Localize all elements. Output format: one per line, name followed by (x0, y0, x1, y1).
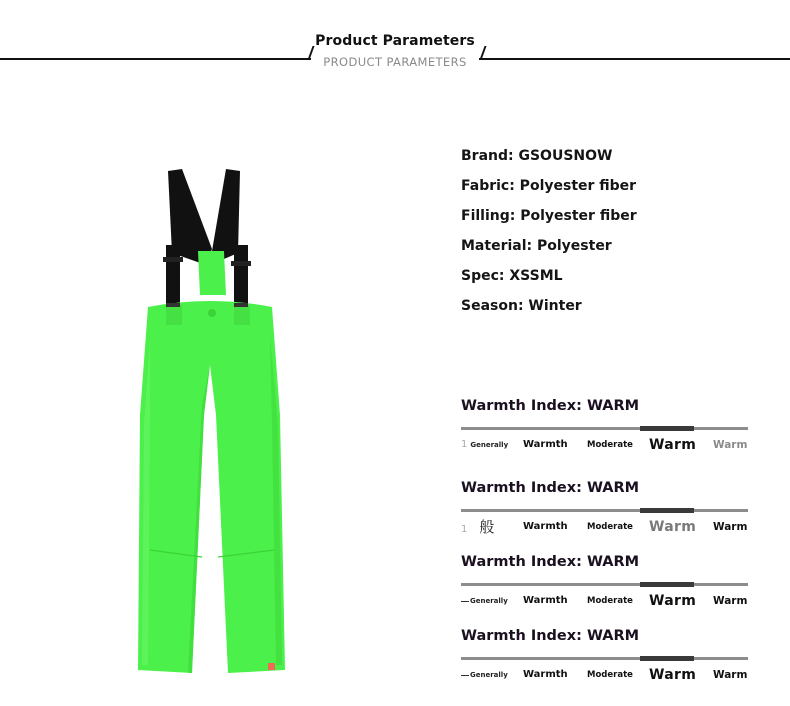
warmth-title: Warmth Index: WARM (461, 554, 640, 570)
warmth-label-generally: Generally (461, 591, 508, 611)
warmth-label-warmth: Warmth (523, 595, 568, 606)
warmth-scale-bar (461, 509, 748, 512)
spec-season: Season: Winter (461, 298, 582, 314)
spec-filling: Filling: Polyester fiber (461, 208, 637, 224)
warmth-label-moderate: Moderate (587, 670, 633, 680)
dash-icon (461, 675, 469, 676)
warmth-index-block (461, 552, 749, 611)
warmth-label-moderate: Moderate (587, 440, 633, 450)
warmth-label-warmth: Warmth (523, 439, 568, 450)
spec-size: Spec: XSSML (461, 268, 563, 284)
product-image (130, 165, 295, 685)
warmth-label-warm: Warm (713, 521, 748, 533)
warmth-label-warm-active: Warm (649, 667, 697, 683)
ski-pants-illustration (130, 165, 295, 685)
section-subtitle: PRODUCT PARAMETERS (323, 55, 467, 69)
dash-icon (461, 601, 469, 602)
spec-material: Material: Polyester (461, 238, 612, 254)
warmth-active-segment (640, 426, 694, 431)
spec-fabric: Fabric: Polyester fiber (461, 178, 637, 194)
warmth-index-block (461, 626, 749, 685)
warmth-label-warm-active: Warm (649, 437, 697, 453)
warmth-index-block (461, 396, 749, 455)
warmth-label-warm: Warm (713, 669, 748, 681)
warmth-label-moderate: Moderate (587, 522, 633, 532)
warmth-label-warmth: Warmth (523, 521, 568, 532)
warmth-scale-labels (461, 591, 749, 611)
warmth-active-segment (640, 582, 694, 587)
warmth-title: Warmth Index: WARM (461, 480, 640, 496)
warmth-label-generally: 1 Generally (461, 439, 509, 450)
warmth-index-block (461, 478, 749, 537)
warmth-scale-labels (461, 665, 749, 685)
warmth-label-warm-active: Warm (649, 519, 697, 535)
spec-brand: Brand: GSOUSNOW (461, 148, 613, 164)
section-title: Product Parameters (315, 33, 475, 49)
warmth-title: Warmth Index: WARM (461, 628, 640, 644)
warmth-label-warm: Warm (713, 439, 748, 451)
warmth-active-segment (640, 508, 694, 513)
warmth-scale-labels (461, 517, 749, 537)
warmth-scale-bar (461, 657, 748, 660)
warmth-label-generally: 1 般 (461, 518, 495, 536)
warmth-title: Warmth Index: WARM (461, 398, 640, 414)
warmth-label-moderate: Moderate (587, 596, 633, 606)
warmth-label-warm-active: Warm (649, 593, 697, 609)
warmth-label-warm: Warm (713, 595, 748, 607)
warmth-active-segment (640, 656, 694, 661)
warmth-scale-labels (461, 435, 749, 455)
warmth-scale-bar (461, 583, 748, 586)
warmth-label-generally: Generally (461, 665, 508, 685)
product-specs (461, 146, 637, 326)
warmth-label-warmth: Warmth (523, 669, 568, 680)
warmth-scale-bar (461, 427, 748, 430)
